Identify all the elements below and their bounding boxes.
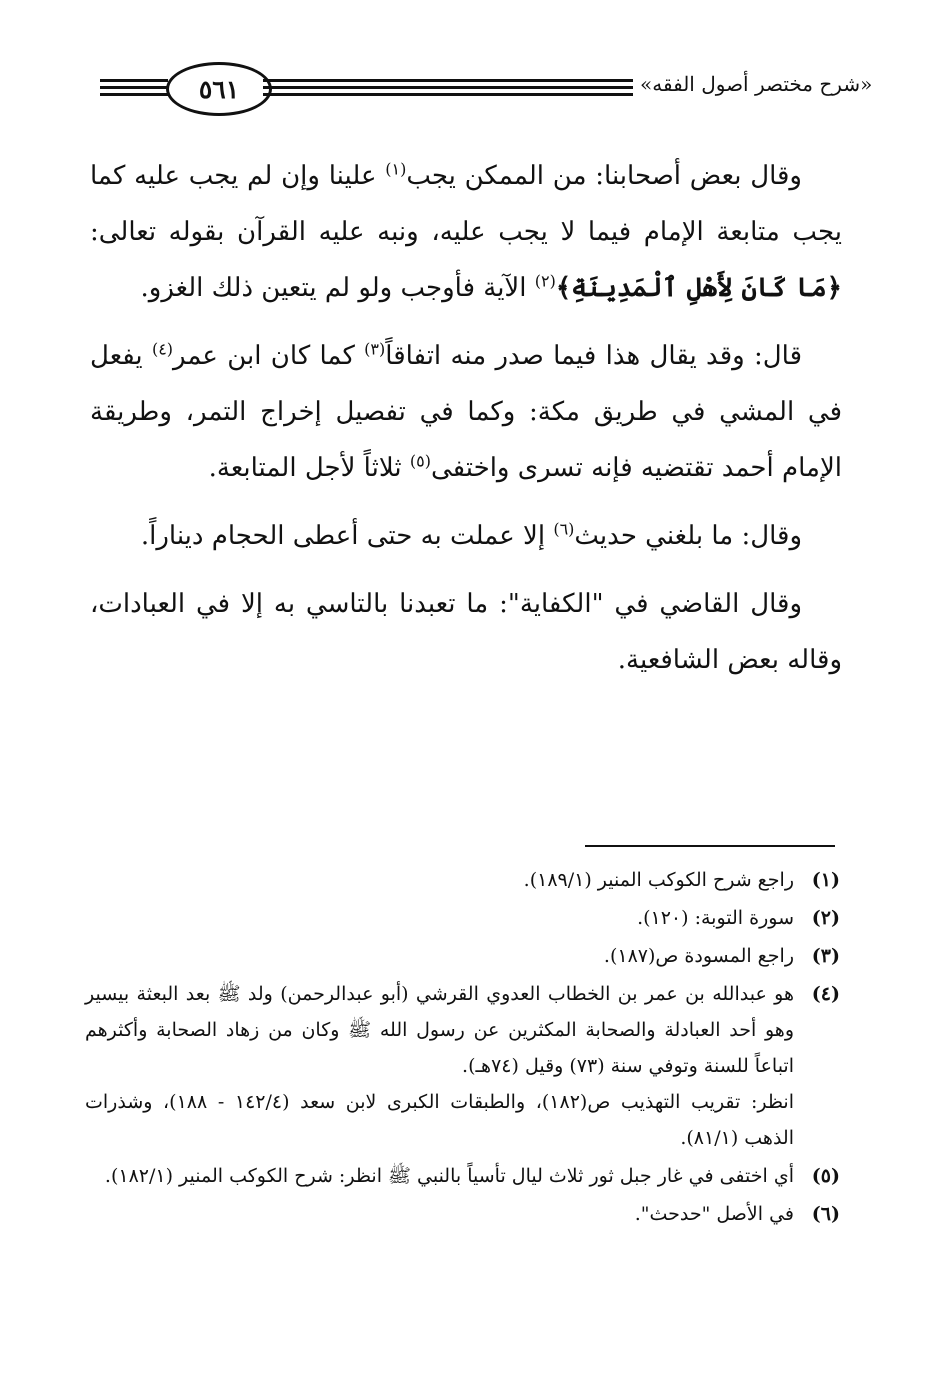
text-segment: وقال: ما بلغني حديث xyxy=(574,521,802,551)
text-segment: إلا عملت به حتى أعطى الحجام ديناراً. xyxy=(140,521,554,551)
footnote-text: راجع المسودة ص(١٨٧). xyxy=(603,945,794,967)
footnote-number: (٥) xyxy=(811,1165,840,1187)
text-segment: علينا وإن لم يجب عليه كما يجب متابعة الإمام فيما لا يجب عليه، ونبه عليه القرآن بقوله تعالى: xyxy=(90,161,842,247)
footnote-text: في الأصل "حدحث". xyxy=(634,1203,794,1225)
paragraph-1 xyxy=(90,148,842,316)
book-title: «شرح مختصر أصول الفقه» xyxy=(640,72,873,96)
footnote-5 xyxy=(85,1158,840,1194)
footnote-text: انظر: تقريب التهذيب ص(١٨٢)، والطبقات الكبرى لابن سعد (١٤٢/٤ - ١٨٨)، وشذرات الذهب (٨١/١). xyxy=(85,1091,794,1149)
footnote-3 xyxy=(85,938,840,974)
footnote-4 xyxy=(85,976,840,1156)
footnote-ref-2: (٢) xyxy=(534,271,556,291)
text-segment: الآية فأوجب ولو لم يتعين ذلك الغزو. xyxy=(140,273,535,303)
footnote-6 xyxy=(85,1196,840,1232)
footnote-ref-3: (٣) xyxy=(364,339,386,359)
paragraph-3 xyxy=(90,508,842,564)
text-segment: يفعل في المشي في طريق مكة: وكما في تفصيل إخراج التمر، وطريقة الإمام أحمد تقتضيه فإنه تسرى واختفى xyxy=(90,341,842,483)
footnote-text: سورة التوبة: (١٢٠). xyxy=(637,907,794,929)
text-segment: قال: وقد يقال هذا فيما صدر منه اتفاقاً xyxy=(385,341,802,371)
main-text xyxy=(90,148,842,700)
footnote-number: (٤) xyxy=(811,983,840,1005)
footnote-separator xyxy=(585,845,835,847)
footnote-ref-4: (٤) xyxy=(151,339,174,359)
footnote-text: هو عبدالله بن عمر بن الخطاب العدوي القرشي (أبو عبدالرحمن) ولد ﷺ بعد البعثة بيسير وهو أحد العبادلة والصحابة المكثرين عن رسول الله ﷺ وكان من زهاد الصحابة وأكثرهم اتباعاً للسنة وتوفي سنة (٧٣) وقيل (٧٤هـ). xyxy=(85,983,794,1077)
text-segment: كما كان ابن عمر xyxy=(173,341,365,371)
footnotes xyxy=(85,862,840,1234)
paragraph-4 xyxy=(90,576,842,688)
page-number: ٥٦١ xyxy=(166,62,272,116)
footnote-number: (٢) xyxy=(811,907,840,929)
paragraph-2 xyxy=(90,328,842,496)
footnote-ref-6: (٦) xyxy=(553,519,575,539)
footnote-1 xyxy=(85,862,840,898)
text-segment: وقال القاضي في "الكفاية": ما تعبدنا بالتاسي به إلا في العبادات، وقاله بعض الشافعية. xyxy=(90,589,842,675)
footnote-number: (٣) xyxy=(811,945,840,967)
text-segment: وقال بعض أصحابنا: من الممكن يجب xyxy=(406,161,802,191)
footnote-ref-5: (٥) xyxy=(409,451,431,471)
footnote-number: (٦) xyxy=(811,1203,840,1225)
footnote-2 xyxy=(85,900,840,936)
header-rule-left xyxy=(100,79,168,97)
footnote-ref-1: (١) xyxy=(385,159,407,179)
text-segment: ثلاثاً لأجل المتابعة. xyxy=(208,453,410,483)
quran-verse: ﴿مَا كَانَ لِأَهْلِ ٱلْمَدِينَةِ﴾ xyxy=(555,273,842,303)
footnote-text: أي اختفى في غار جبل ثور ثلاث ليال تأسياً بالنبي ﷺ انظر: شرح الكوكب المنير (١٨٢/١). xyxy=(104,1165,794,1187)
header-rule-right xyxy=(263,79,633,97)
footnote-number: (١) xyxy=(811,869,840,891)
footnote-text: راجع شرح الكوكب المنير (١٨٩/١). xyxy=(523,869,794,891)
